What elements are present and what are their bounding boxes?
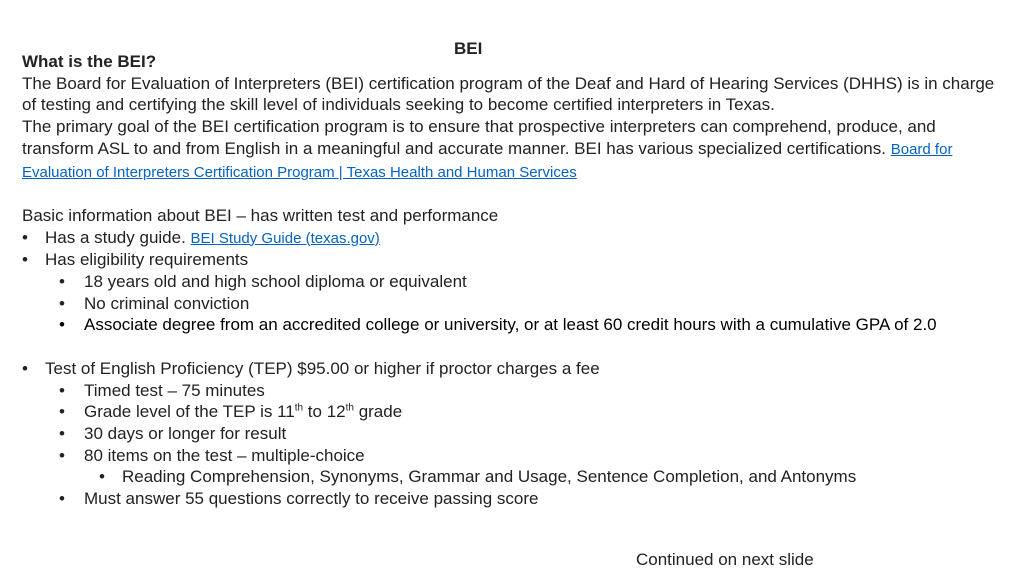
bullet-icon: •	[22, 250, 28, 270]
slide-title: BEI	[454, 39, 483, 58]
bullet-icon: •	[59, 293, 65, 313]
bullet-icon: •	[59, 402, 65, 422]
bullet-icon: •	[59, 380, 65, 400]
requirement-text: No criminal conviction	[84, 293, 250, 313]
bullet-icon: •	[59, 489, 65, 509]
tep-heading: Test of English Proficiency (TEP) $95.00 or higher if proctor charges a fee	[45, 358, 600, 378]
list-item-requirement	[22, 314, 1012, 336]
list-item-tep-detail	[22, 380, 1012, 402]
list-item-tep-detail	[22, 423, 1012, 445]
list-item-tep-sections	[22, 466, 1012, 488]
grade-suffix: grade	[353, 402, 403, 422]
bei-study-guide-link[interactable]: BEI Study Guide (texas.gov)	[190, 229, 380, 247]
tep-result-text: 30 days or longer for result	[84, 423, 287, 443]
intro-paragraph-2-text: The primary goal of the BEI certification program is to ensure that prospective interpreters can comprehend, produce, and transform ASL to and from English in a meaningful and accurate manner. BEI has various specialized certifications.	[22, 117, 936, 158]
list-item-eligibility	[22, 249, 1012, 271]
list-item-requirement	[22, 293, 1012, 315]
intro-heading: What is the BEI?	[22, 52, 157, 71]
list-item-tep-detail	[22, 401, 1012, 423]
requirement-text: Associate degree from an accredited college or university, or at least 60 credit hours with a cumulative GPA of 2.0	[84, 315, 937, 335]
list-item-tep	[22, 358, 1012, 380]
tep-items-text: 80 items on the test – multiple-choice	[84, 445, 365, 465]
continued-note: Continued on next slide	[636, 550, 814, 569]
bullet-icon: •	[59, 423, 65, 443]
list-item-tep-detail	[22, 488, 1012, 510]
bullet-icon: •	[99, 467, 105, 487]
bullet-icon: •	[22, 358, 28, 378]
bullet-icon: •	[22, 227, 28, 247]
spacer	[22, 183, 1012, 205]
grade-sup-1: th	[294, 402, 304, 414]
slide-content	[22, 51, 1012, 510]
study-guide-text: Has a study guide.	[45, 227, 186, 247]
eligibility-text: Has eligibility requirements	[45, 250, 249, 270]
bullet-icon: •	[59, 315, 65, 335]
grade-sup-2: th	[345, 402, 354, 414]
tep-grade-text	[84, 402, 402, 421]
intro-paragraph-1: The Board for Evaluation of Interpreters (BEI) certification program of the Deaf and Hard of Hearing Services (DHHS) is in charge of testing and certifying the skill level of individuals seeking to become certified interpreters in Texas.	[22, 73, 995, 115]
intro-paragraph-2	[22, 116, 1012, 183]
grade-prefix: Grade level of the TEP is 11	[84, 402, 295, 422]
bullet-icon: •	[59, 445, 65, 465]
bei-program-link[interactable]: Board for Evaluation of Interpreters Certification Program | Texas Health and Human Services	[22, 140, 953, 181]
list-item-requirement	[22, 271, 1012, 293]
requirement-text: 18 years old and high school diploma or equivalent	[84, 272, 467, 292]
list-item-study-guide	[22, 227, 1012, 250]
basic-heading: Basic information about BEI – has written test and performance	[22, 205, 499, 225]
tep-sections-text: Reading Comprehension, Synonyms, Grammar and Usage, Sentence Completion, and Antonyms	[122, 467, 857, 487]
list-item-tep-detail	[22, 445, 1012, 467]
bullet-icon: •	[59, 272, 65, 292]
grade-mid: to 12	[303, 402, 346, 422]
tep-passing-text: Must answer 55 questions correctly to receive passing score	[84, 489, 539, 509]
spacer	[22, 336, 1012, 358]
tep-timed-text: Timed test – 75 minutes	[84, 380, 265, 400]
